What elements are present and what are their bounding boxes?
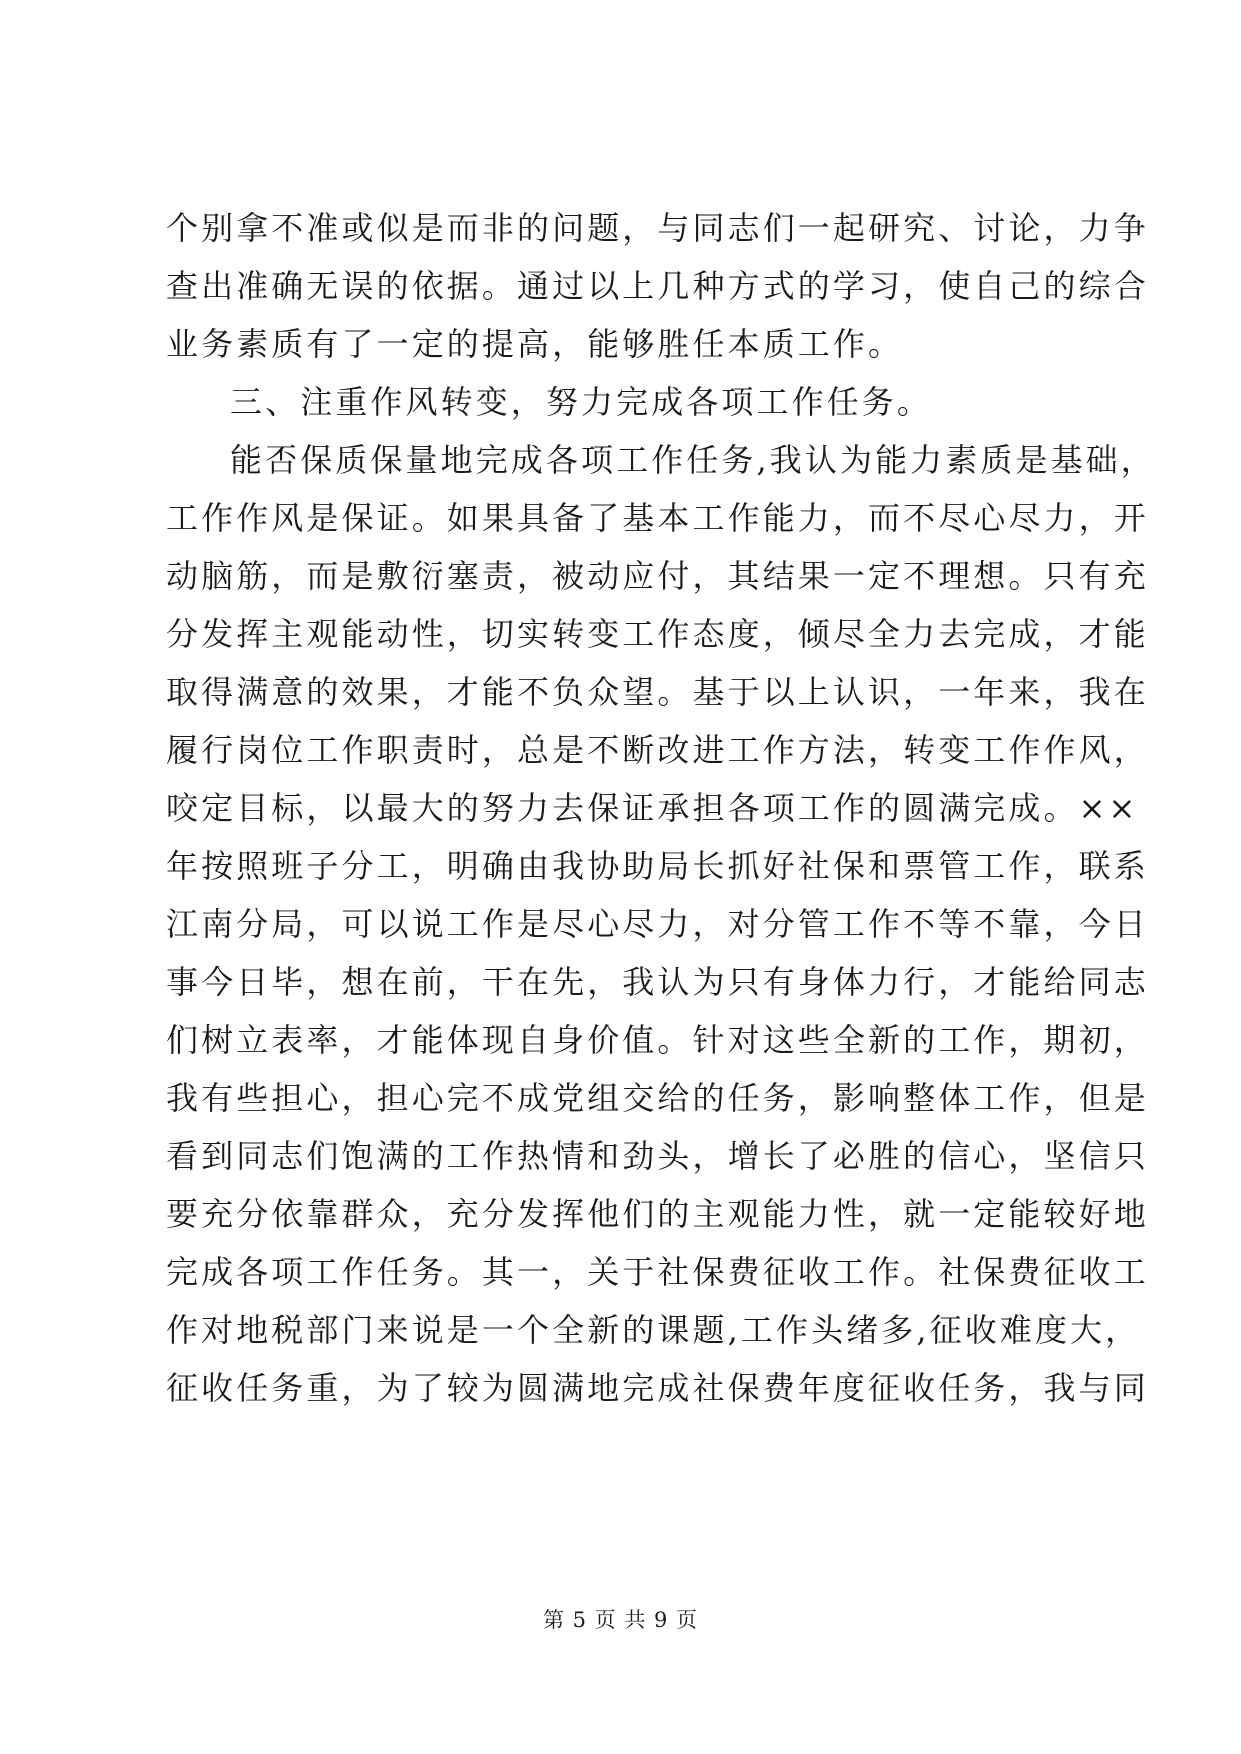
paragraph-3-line-16: 作对地税部门来说是一个全新的课题,工作头绪多,征收难度大， bbox=[166, 1311, 1141, 1349]
paragraph-3-line-15: 完成各项工作任务。其一，关于社保费征收工作。社保费征收工 bbox=[166, 1253, 1149, 1291]
paragraph-3-line-11: 们树立表率，才能体现自身价值。针对这些全新的工作，期初， bbox=[166, 1021, 1149, 1059]
paragraph-3-line-7: 咬定目标，以最大的努力去保证承担各项工作的圆满完成。×× bbox=[166, 789, 1139, 827]
paragraph-3-line-10: 事今日毕，想在前，干在先，我认为只有身体力行，才能给同志 bbox=[166, 963, 1149, 1001]
paragraph-1-line-1: 个别拿不准或似是而非的问题，与同志们一起研究、讨论，力争 bbox=[166, 209, 1149, 247]
paragraph-3-line-9: 江南分局，可以说工作是尽心尽力，对分管工作不等不靠，今日 bbox=[166, 905, 1149, 943]
section-heading: 三、注重作风转变，努力完成各项工作任务。 bbox=[230, 383, 933, 421]
paragraph-3-line-13: 看到同志们饱满的工作热情和劲头，增长了必胜的信心，坚信只 bbox=[166, 1137, 1149, 1175]
paragraph-3-line-17: 征收任务重，为了较为圆满地完成社保费年度征收任务，我与同 bbox=[166, 1369, 1149, 1407]
paragraph-3-line-14: 要充分依靠群众，充分发挥他们的主观能力性，就一定能较好地 bbox=[166, 1195, 1149, 1233]
paragraph-1-line-3: 业务素质有了一定的提高，能够胜任本质工作。 bbox=[166, 325, 904, 363]
paragraph-3-line-2: 工作作风是保证。如果具备了基本工作能力，而不尽心尽力，开 bbox=[166, 499, 1149, 537]
paragraph-3-line-12: 我有些担心，担心完不成党组交给的任务，影响整体工作，但是 bbox=[166, 1079, 1149, 1117]
paragraph-3-line-8: 年按照班子分工，明确由我协助局长抓好社保和票管工作，联系 bbox=[166, 847, 1149, 885]
paragraph-3-line-1: 能否保质保量地完成各项工作任务,我认为能力素质是基础， bbox=[230, 441, 1156, 479]
paragraph-3-line-3: 动脑筋，而是敷衍塞责，被动应付，其结果一定不理想。只有充 bbox=[166, 557, 1149, 595]
paragraph-3-line-6: 履行岗位工作职责时，总是不断改进工作方法，转变工作作风， bbox=[166, 731, 1149, 769]
page-number-footer: 第 5 页 共 9 页 bbox=[542, 1608, 699, 1632]
paragraph-3-line-5: 取得满意的效果，才能不负众望。基于以上认识，一年来，我在 bbox=[166, 673, 1149, 711]
paragraph-3-line-4: 分发挥主观能动性，切实转变工作态度，倾尽全力去完成，才能 bbox=[166, 615, 1149, 653]
paragraph-1-line-2: 查出准确无误的依据。通过以上几种方式的学习，使自己的综合 bbox=[166, 267, 1149, 305]
